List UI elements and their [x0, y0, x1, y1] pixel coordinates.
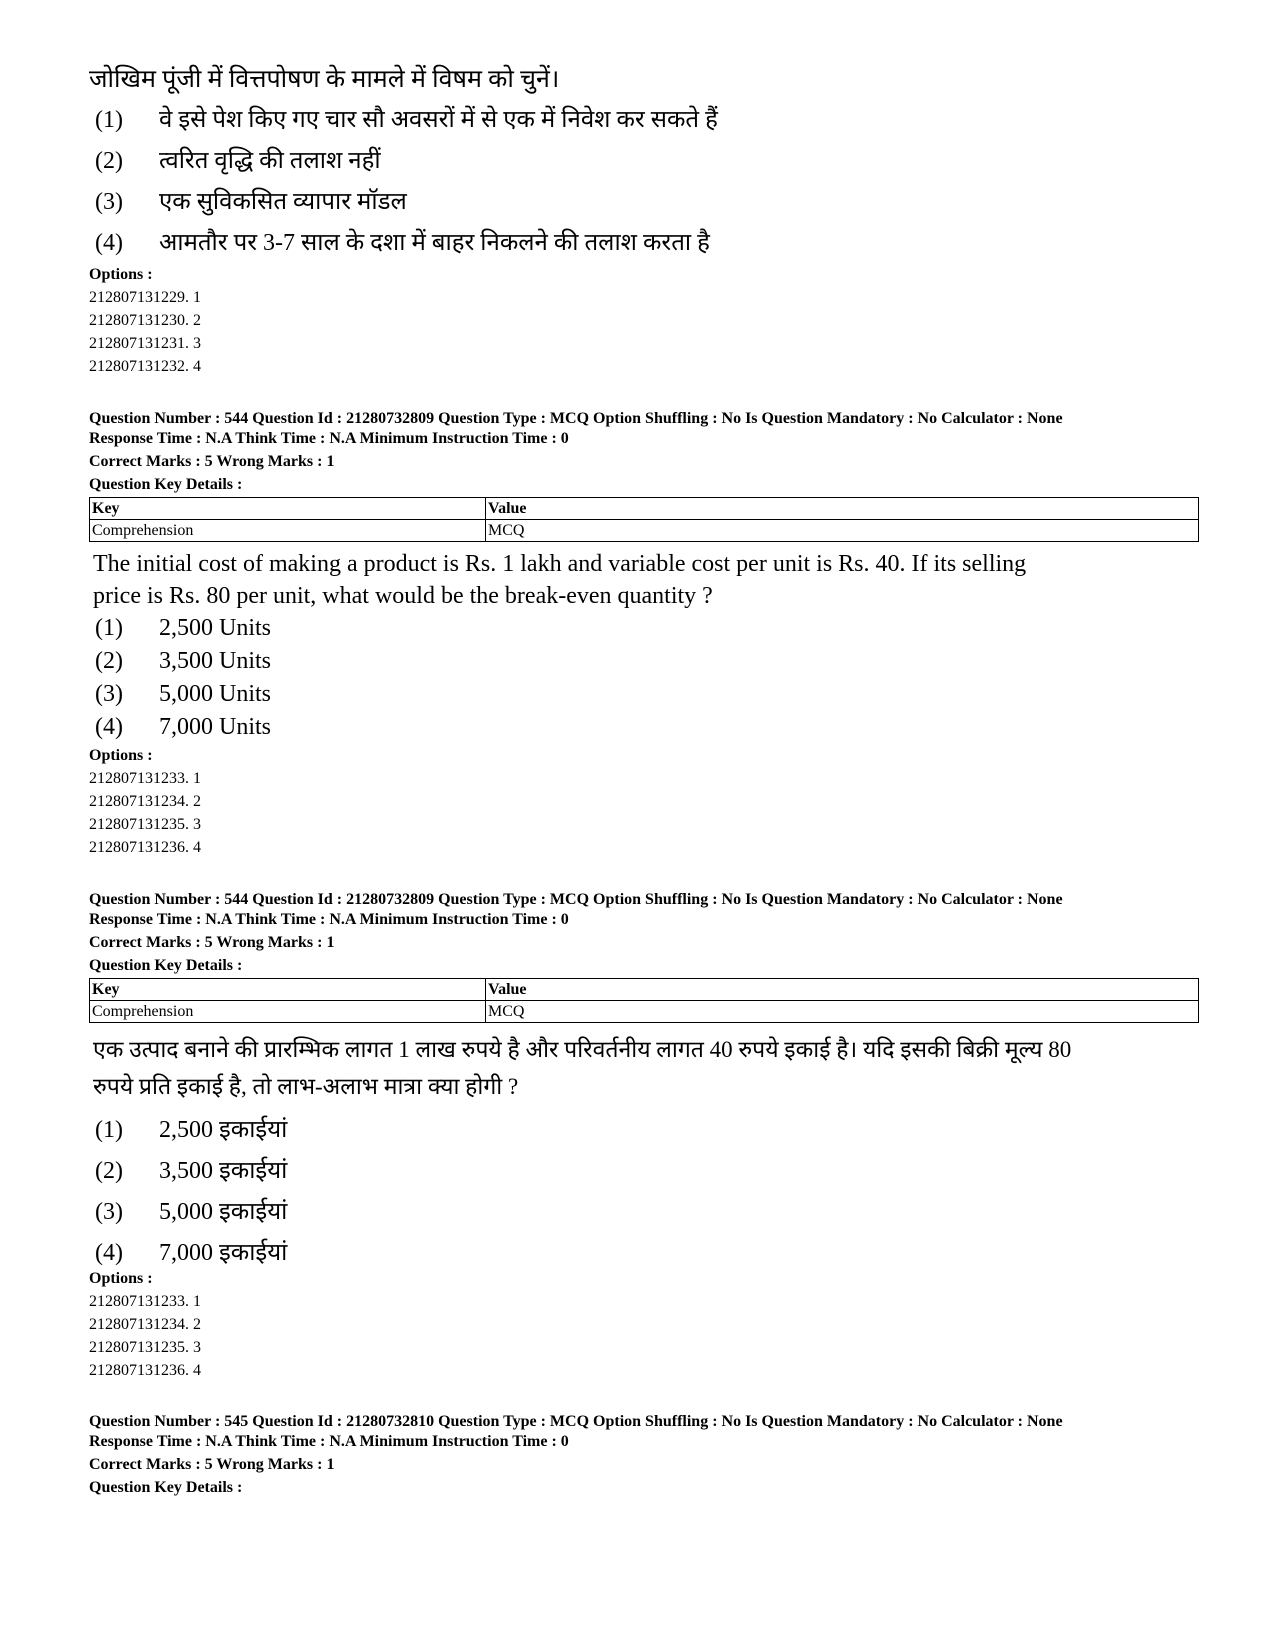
option-2	[89, 141, 1199, 182]
option-4	[89, 711, 1199, 744]
option-number: (2)	[95, 648, 123, 674]
question-meta-line: Question Number : 544 Question Id : 21280732809 Question Type : MCQ Option Shuffling : No Is Question Mandatory : No Calculator : None	[89, 410, 1063, 427]
option-text: 7,000 Units	[159, 714, 272, 740]
option-id: 212807131234. 2	[89, 1316, 201, 1333]
question-text: The initial cost of making a product is Rs. 1 lakh and variable cost per unit is Rs. 40. If its selling	[93, 551, 1027, 577]
question-meta-line: Question Number : 545 Question Id : 21280732810 Question Type : MCQ Option Shuffling : No Is Question Mandatory : No Calculator : None	[89, 1413, 1063, 1430]
option-id: 212807131235. 3	[89, 816, 201, 833]
q544-hi-key-table	[89, 978, 1199, 1023]
q544-en-key-table	[89, 497, 1199, 542]
q544-en-meta	[89, 409, 1199, 495]
option-1	[89, 100, 1199, 141]
option-id: 212807131231. 3	[89, 335, 201, 352]
option-id: 212807131236. 4	[89, 839, 201, 856]
key-details-label: Question Key Details :	[89, 1479, 243, 1496]
options-label: Options :	[89, 747, 153, 764]
q544-en-question-block	[89, 548, 1199, 744]
option-3	[89, 1192, 1199, 1233]
question-text: एक उत्पाद बनाने की प्रारम्भिक लागत 1 लाख रुपये है और परिवर्तनीय लागत 40 रुपये इकाई है। यदि इसकी बिक्री मूल्य 80	[93, 1037, 1072, 1062]
option-number: (1)	[95, 1117, 123, 1143]
option-text: त्वरित वृद्धि की तलाश नहीं	[159, 148, 381, 174]
options-label: Options :	[89, 1270, 153, 1287]
option-number: (1)	[95, 107, 123, 133]
option-text: आमतौर पर 3-7 साल के दशा में बाहर निकलने की तलाश करता है	[159, 230, 710, 256]
option-number: (3)	[95, 189, 123, 215]
question-timing-line: Response Time : N.A Think Time : N.A Minimum Instruction Time : 0	[89, 430, 569, 447]
option-text: 5,000 Units	[159, 681, 272, 707]
option-text: 3,500 इकाईयां	[159, 1158, 288, 1184]
option-4	[89, 223, 1199, 264]
option-text: 3,500 Units	[159, 648, 272, 674]
question-text: जोखिम पूंजी में वित्तपोषण के मामले में विषम को चुनें।	[89, 66, 560, 93]
option-text: 5,000 इकाईयां	[159, 1199, 288, 1225]
question-text: price is Rs. 80 per unit, what would be the break-even quantity ?	[93, 583, 713, 609]
option-1	[89, 612, 1199, 645]
option-number: (4)	[95, 230, 123, 256]
option-number: (3)	[95, 1199, 123, 1225]
options-label: Options :	[89, 266, 153, 283]
option-text: 2,500 इकाईयां	[159, 1117, 288, 1143]
q544-hi-question-block	[89, 1032, 1199, 1274]
option-id: 212807131235. 3	[89, 1339, 201, 1356]
option-text: 7,000 इकाईयां	[159, 1240, 288, 1266]
option-number: (2)	[95, 1158, 123, 1184]
option-id: 212807131233. 1	[89, 1293, 201, 1310]
option-id: 212807131236. 4	[89, 1362, 201, 1379]
marks-line: Correct Marks : 5 Wrong Marks : 1	[89, 453, 335, 470]
table-cell-key: Comprehension	[90, 520, 486, 542]
question-timing-line: Response Time : N.A Think Time : N.A Minimum Instruction Time : 0	[89, 911, 569, 928]
table-cell-value: MCQ	[486, 1001, 1199, 1023]
question-meta-line: Question Number : 544 Question Id : 21280732809 Question Type : MCQ Option Shuffling : No Is Question Mandatory : No Calculator : None	[89, 891, 1063, 908]
table-header-key: Key	[90, 979, 486, 1001]
q545-meta	[89, 1412, 1199, 1498]
q544-hi-meta	[89, 890, 1199, 976]
question-timing-line: Response Time : N.A Think Time : N.A Minimum Instruction Time : 0	[89, 1433, 569, 1450]
option-text: एक सुविकसित व्यापार मॉडल	[159, 189, 407, 215]
marks-line: Correct Marks : 5 Wrong Marks : 1	[89, 1456, 335, 1473]
table-cell-value: MCQ	[486, 520, 1199, 542]
q543-options-list	[89, 263, 1199, 378]
option-text: वे इसे पेश किए गए चार सौ अवसरों में से एक में निवेश कर सकते हैं	[159, 107, 718, 133]
question-text: रुपये प्रति इकाई है, तो लाभ-अलाभ मात्रा क्या होगी ?	[93, 1074, 519, 1099]
option-number: (2)	[95, 148, 123, 174]
option-number: (3)	[95, 681, 123, 707]
option-3	[89, 678, 1199, 711]
q543-question-block	[89, 60, 1199, 264]
option-3	[89, 182, 1199, 223]
option-number: (4)	[95, 1240, 123, 1266]
table-header-key: Key	[90, 498, 486, 520]
q544-en-options-list	[89, 744, 1199, 859]
key-details-label: Question Key Details :	[89, 957, 243, 974]
option-number: (4)	[95, 714, 123, 740]
option-2	[89, 645, 1199, 678]
table-header-value: Value	[486, 498, 1199, 520]
option-id: 212807131233. 1	[89, 770, 201, 787]
option-1	[89, 1110, 1199, 1151]
option-id: 212807131234. 2	[89, 793, 201, 810]
key-details-label: Question Key Details :	[89, 476, 243, 493]
marks-line: Correct Marks : 5 Wrong Marks : 1	[89, 934, 335, 951]
option-id: 212807131232. 4	[89, 358, 201, 375]
table-cell-key: Comprehension	[90, 1001, 486, 1023]
option-text: 2,500 Units	[159, 615, 272, 641]
option-id: 212807131230. 2	[89, 312, 201, 329]
option-number: (1)	[95, 615, 123, 641]
option-2	[89, 1151, 1199, 1192]
table-header-value: Value	[486, 979, 1199, 1001]
option-id: 212807131229. 1	[89, 289, 201, 306]
q544-hi-options-list	[89, 1267, 1199, 1382]
